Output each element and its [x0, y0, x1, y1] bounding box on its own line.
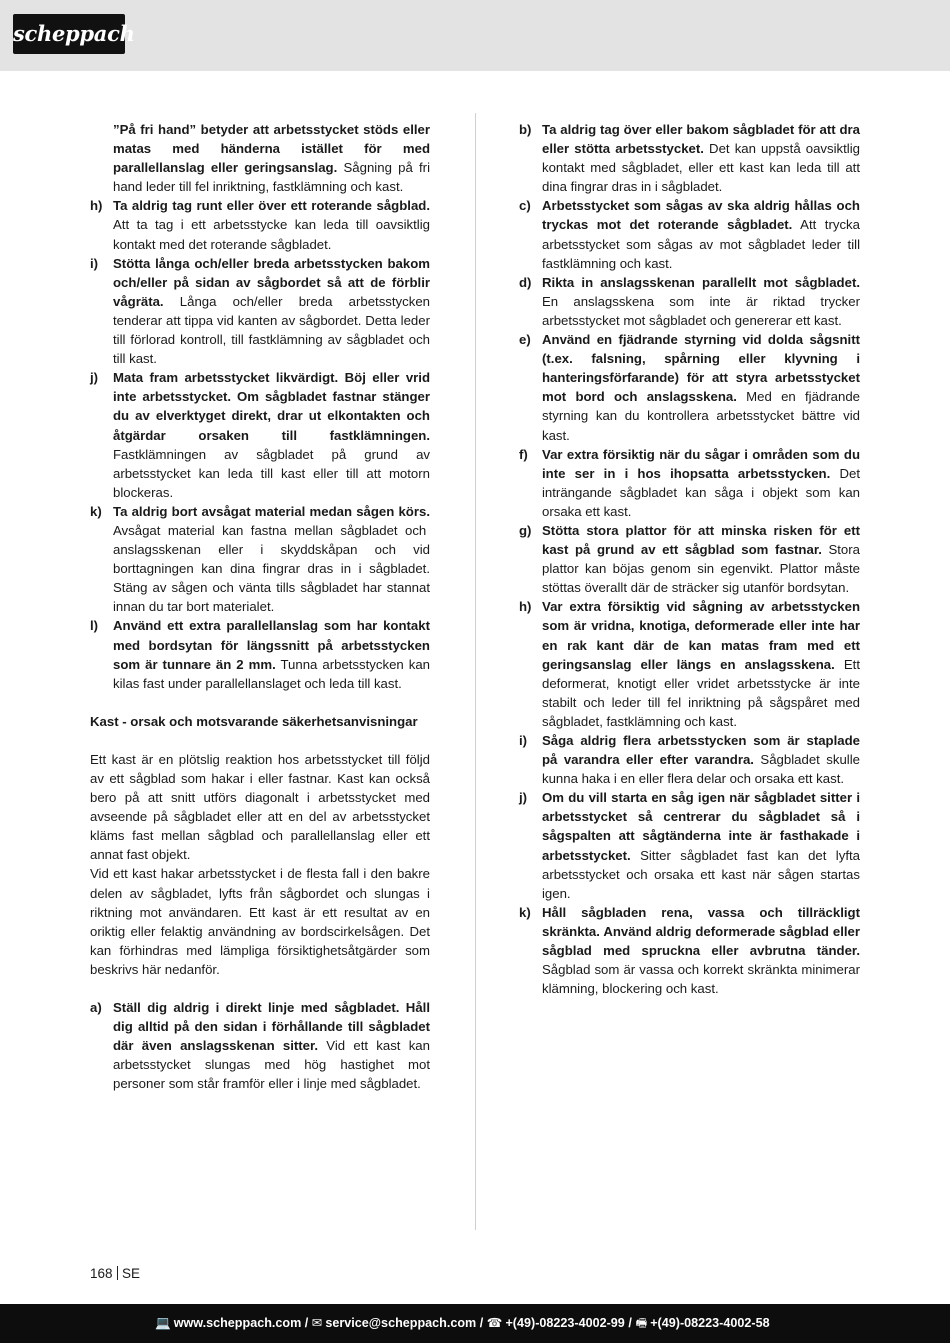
- contact-line: [155, 1304, 770, 1343]
- item-label: d): [519, 274, 532, 290]
- item-bold: Stötta stora plattor för att minska risken för ett kast på grund av ett sågblad som fastnar.: [542, 522, 860, 558]
- item-label: f): [519, 446, 528, 462]
- computer-icon: 💻: [155, 1316, 171, 1330]
- item-label: h): [519, 599, 532, 615]
- item-bold: Stötta långa och/eller breda arbetsstycken bakom och/eller på sidan av sågbordet så att de förblir vågräta.: [113, 255, 430, 309]
- item-label: b): [519, 122, 532, 137]
- item-bold: Använd ett extra parallellanslag som har kontakt med bordsytan för längssnitt på arbetsstycken som är tunnare än 2 mm.: [113, 618, 430, 672]
- email-link[interactable]: service@scheppach.com /: [325, 1316, 484, 1330]
- header-band: [0, 0, 950, 71]
- item-label: k): [90, 503, 102, 519]
- item-text: Att trycka arbetsstycket som sågas av mot sågbladet leder till fastklämning och kast.: [542, 217, 860, 271]
- item-label: e): [519, 332, 531, 348]
- list-item: [90, 998, 430, 1093]
- item-text: Stora plattor kan böjas genom sin egenvikt. Plattor måste stöttas överallt där de sträcker sig utanför bordsytan.: [542, 542, 860, 596]
- list-item: [519, 521, 860, 597]
- list-item: [90, 502, 430, 617]
- item-text: En anslagsskena som inte är riktad trycker arbetsstycket mot sågbladet och genererar ett kast.: [542, 293, 860, 328]
- item-label: j): [90, 370, 99, 386]
- item-bold: Mata fram arbetsstycket likvärdigt. Böj eller vrid inte arbetsstycket. Om sågbladet fastnar stänger du av elverktyget direkt, drar ut elkontakten och åtgärdar orsaken till fastklämningen.: [113, 370, 430, 443]
- item-bold: Ta aldrig tag över eller bakom sågbladet för att dra eller stötta arbetsstycket.: [542, 122, 860, 157]
- list-item: [519, 330, 860, 445]
- item-bold: Var extra försiktig vid sågning av arbetsstycken som är vridna, knotiga, deformerade eller inte har en rak kant där de kan matas fram med ett geringsanslag eller längs en anslagsskena.: [542, 599, 860, 672]
- list-item: [90, 616, 430, 692]
- item-bold: Håll sågbladen rena, vassa och tillräckligt skränkta. Använd aldrig deformerade sågblad eller sågblad med spruckna eller avbrutna tänder.: [542, 904, 860, 959]
- item-label: k): [519, 904, 531, 920]
- list-item: [519, 788, 860, 903]
- page-number-separator: [117, 1266, 119, 1280]
- item-bold: Använd en fjädrande styrning vid dolda sågsnitt (t.ex. falsning, spårning eller klyvning i hanteringsförfarande) för att styra arbetsstycket mot bord och anslagsskena.: [542, 332, 860, 405]
- phone-icon: ☎: [486, 1316, 503, 1330]
- item-label: h): [90, 198, 103, 214]
- column-divider: [475, 113, 476, 1230]
- item-text: Långa och/eller breda arbetsstycken tenderar att tippa vid kanten av sågbordet. Detta leder till förlorad kontroll, till fastklämning av sågbladet och till kast.: [113, 293, 430, 367]
- item-bold: Ställ dig aldrig i direkt linje med sågbladet. Håll dig alltid på den sidan i förhållande till sågbladet där även anslagsskenan sitter.: [113, 1000, 430, 1054]
- paragraph: Ett kast är en plötslig reaktion hos arbetsstycket till följd av ett sågblad som hakar i eller fastnar. Kast kan också bero på att snitt utförs diagonalt i arbetsstycket med avseende på sågbladet eller att en del av arbetsstycket kläms fast mellan sågblad och parallellanslag eller ett annat fast objekt.: [90, 751, 430, 863]
- list-item: [519, 445, 860, 521]
- paragraph: Vid ett kast hakar arbetsstycket i de flesta fall i den bakre delen av sågbladet, lyfts från sågbordet och slungas i riktning mot användaren. Ett kast är ett resultat av en oriktig eller felaktig användning av bordscirkelsågen. Det kan förhindras med lämpliga försiktighetsåtgärder som beskrivs här nedanför.: [90, 866, 430, 977]
- item-text: Ett deformerat, knotigt eller vridet arbetsstycke är inte stabilt och leder till fel inriktning på sågspåret med sågbladet, fastklämning och kast.: [542, 656, 860, 729]
- item-label: l): [90, 618, 99, 634]
- item-text: Med en fjädrande styrning kan du kontrollera arbetsstycket bättre vid kast.: [542, 389, 861, 443]
- item-text: Fastklämningen av sågbladet på grund av arbetsstycket kan leda till kast eller till att motorn blockeras.: [113, 446, 430, 500]
- item-bold: Arbetsstycket som sågas av ska aldrig hållas och tryckas mot det roterande sågbladet.: [542, 198, 860, 233]
- list-item: [90, 368, 430, 502]
- fax-icon: 🖷: [635, 1316, 648, 1330]
- item-text: Det inträngande sågbladet kan såga i objekt som kan orsaka ett kast.: [542, 465, 860, 519]
- language-code: SE: [122, 1266, 141, 1281]
- fax-number: +(49)-08223-4002-58: [650, 1316, 770, 1330]
- left-column: [90, 120, 430, 1094]
- right-column: [519, 120, 860, 998]
- item-text: Avsågat material kan fastna mellan sågbladet och anslagsskenan eller i skyddskåpan och vid borttagningen kan dina fingrar dras in i sågbladet. Stäng av sågen och vänta tills sågbladet har stannat innan du tar bort materialet.: [113, 522, 430, 615]
- page-number-value: 168: [90, 1266, 113, 1281]
- item-bold: Var extra försiktig när du sågar i områden som du inte ser in i hos ihopsatta arbetsstycken.: [542, 446, 860, 481]
- intro-continuation: [90, 120, 430, 196]
- item-text: Tunna arbetsstycken kan kilas fast under parallellanslaget och leda till kast.: [113, 656, 430, 691]
- item-text: Sågblad som är vassa och korrekt skränkta minimerar klämning, blockering och kast.: [542, 962, 860, 997]
- list-item: [519, 597, 860, 731]
- list-item: [519, 273, 860, 330]
- phone-number: +(49)-08223-4002-99 /: [505, 1316, 632, 1330]
- item-text: Det kan uppstå oavsiktlig kontakt med sågbladet, eller ett kast kan leda till att dina fingrar dras in i sågbladet.: [542, 141, 860, 195]
- scheppach-logo: scheppach: [13, 14, 125, 54]
- intro-bold: ”På fri hand” betyder att arbetsstycket stöds eller matas med händerna istället för med parallellanslag eller geringsanslag.: [113, 122, 430, 176]
- list-item: [90, 196, 430, 253]
- list-item: [519, 903, 860, 998]
- list-item: [519, 196, 860, 272]
- item-label: i): [519, 733, 528, 748]
- contact-footer: [0, 1304, 950, 1343]
- item-bold: Såga aldrig flera arbetsstycken som är staplade på varandra eller efter varandra.: [542, 733, 860, 768]
- intro-text: Sågning på fri hand leder till fel inriktning, fastklämning och kast.: [113, 160, 431, 195]
- item-text: Att ta tag i ett arbetsstycke kan leda till oavsiktlig kontakt med det roterande sågbladet.: [113, 217, 430, 252]
- item-text: Vid ett kast kan arbetsstycket slungas med hög hastighet mot personer som står framför eller i linje med sågbladet.: [113, 1038, 430, 1092]
- item-label: i): [90, 255, 99, 271]
- item-label: g): [519, 522, 532, 538]
- list-item: [519, 120, 860, 196]
- section-heading: Kast - orsak och motsvarande säkerhetsanvisningar: [90, 713, 418, 729]
- item-bold: Ta aldrig tag runt eller över ett roterande sågblad.: [113, 198, 430, 214]
- item-bold: Rikta in anslagsskenan parallellt mot sågbladet.: [542, 274, 860, 290]
- item-text: Sågbladet skulle kunna haka i en eller flera delar och orsaka ett kast.: [542, 752, 860, 787]
- website-link[interactable]: www.scheppach.com /: [173, 1316, 309, 1330]
- item-label: c): [519, 198, 531, 214]
- list-item: [90, 254, 430, 369]
- list-item: [519, 731, 860, 788]
- page-number: [90, 1265, 140, 1283]
- item-bold: Ta aldrig bort avsågat material medan sågen körs.: [113, 503, 430, 519]
- item-label: j): [519, 790, 528, 806]
- item-label: a): [90, 1000, 102, 1016]
- envelope-icon: ✉: [311, 1316, 323, 1330]
- item-text: Sitter sågbladet fast kan det lyfta arbetsstycket och orsaka ett kast när sågen startas igen.: [542, 847, 860, 901]
- item-bold: Om du vill starta en såg igen när sågbladet sitter i arbetsstycket så centrerar du sågbladet så i sågspalten att sågtänderna inte är fasthakade i arbetsstycket.: [542, 790, 860, 863]
